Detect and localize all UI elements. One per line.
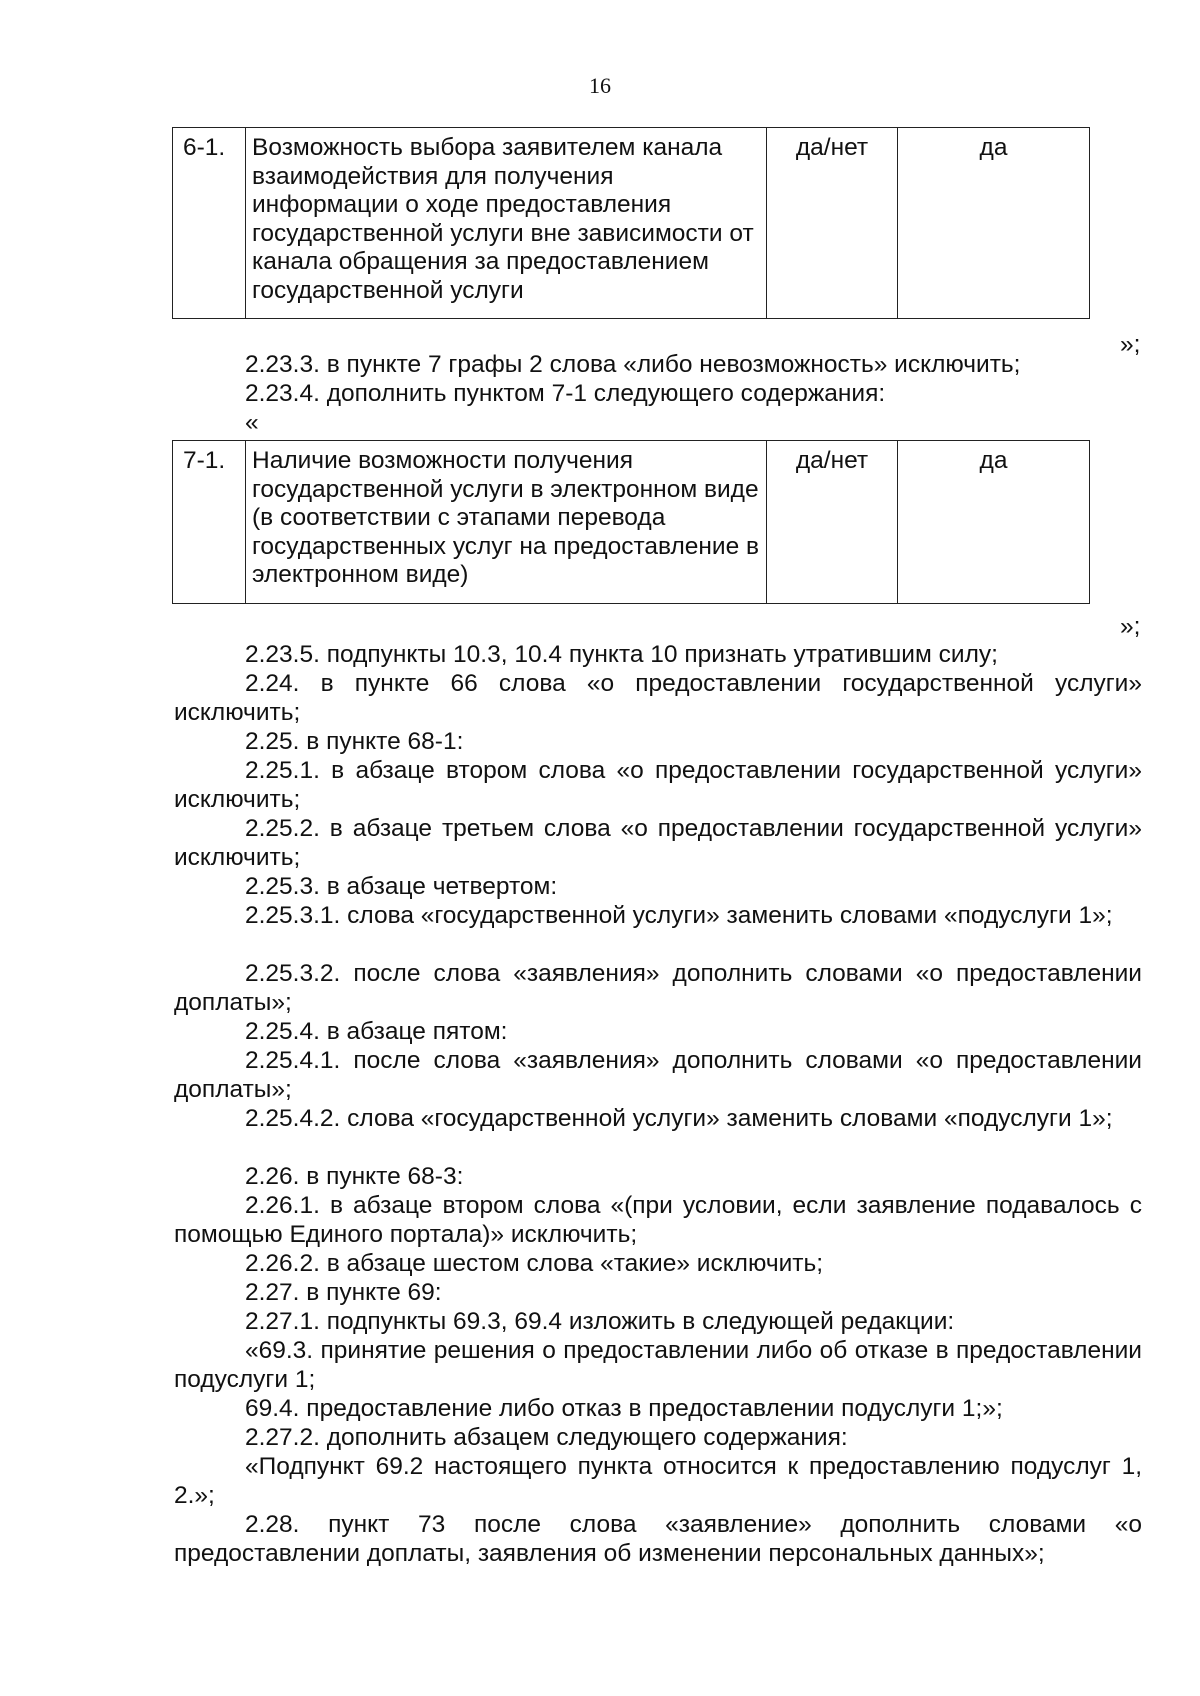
paragraph: 2.25.4.1. после слова «заявления» дополнить словами «о предоставлении доплаты»; [174, 1047, 1142, 1103]
page-number: 16 [589, 73, 611, 98]
paragraph: 2.28. пункт 73 после слова «заявление» дополнить словами «о предоставлении доплаты, заявления об изменении персональных данных»; [174, 1511, 1142, 1567]
table-row [173, 441, 1090, 604]
closing-quote: »; [1120, 331, 1141, 358]
item-value: да [898, 128, 1090, 319]
paragraph: 69.4. предоставление либо отказ в предоставлении подуслуги 1;»; [245, 1395, 1003, 1422]
paragraph: 2.25.4. в абзаце пятом: [245, 1018, 508, 1045]
table-row [173, 128, 1090, 319]
paragraph: 2.26.2. в абзаце шестом слова «такие» исключить; [245, 1250, 824, 1277]
paragraph: 2.27. в пункте 69: [245, 1279, 442, 1306]
item-description: Наличие возможности получения государственной услуги в электронном виде (в соответствии с этапами перевода государственных услуг на предоставление в электронном виде) [246, 441, 767, 604]
paragraph: 2.23.5. подпункты 10.3, 10.4 пункта 10 признать утратившим силу; [245, 641, 998, 668]
paragraph: 2.26. в пункте 68-3: [245, 1163, 464, 1190]
closing-quote: »; [1120, 613, 1141, 640]
paragraph: 2.25.3.1. слова «государственной услуги» заменить словами «подуслуги 1»; [245, 902, 1113, 929]
paragraph: 2.27.2. дополнить абзацем следующего содержания: [245, 1424, 848, 1451]
paragraph: «Подпункт 69.2 настоящего пункта относится к предоставлению подуслуг 1, 2.»; [174, 1453, 1142, 1509]
paragraph: 2.25.3.2. после слова «заявления» дополнить словами «о предоставлении доплаты»; [174, 960, 1142, 1016]
paragraph: 2.25.3. в абзаце четвертом: [245, 873, 558, 900]
paragraph: 2.25.2. в абзаце третьем слова «о предоставлении государственной услуги» исключить; [174, 815, 1142, 871]
paragraph: «69.3. принятие решения о предоставлении либо об отказе в предоставлении подуслуги 1; [174, 1337, 1142, 1393]
paragraph: 2.23.3. в пункте 7 графы 2 слова «либо невозможность» исключить; [245, 351, 1021, 378]
paragraph: 2.25. в пункте 68-1: [245, 728, 464, 755]
paragraph: 2.25.4.2. слова «государственной услуги» заменить словами «подуслуги 1»; [245, 1105, 1113, 1132]
item-value-type: да/нет [767, 128, 898, 319]
item-number: 6-1. [173, 128, 246, 319]
paragraph: 2.26.1. в абзаце втором слова «(при условии, если заявление подавалось с помощью Единого портала)» исключить; [174, 1192, 1142, 1248]
paragraph: 2.25.1. в абзаце втором слова «о предоставлении государственной услуги» исключить; [174, 757, 1142, 813]
item-number: 7-1. [173, 441, 246, 604]
item-value-type: да/нет [767, 441, 898, 604]
paragraph: 2.27.1. подпункты 69.3, 69.4 изложить в следующей редакции: [245, 1308, 955, 1335]
table-item-7-1 [172, 440, 1090, 604]
item-value: да [898, 441, 1090, 604]
table-item-6-1 [172, 127, 1090, 319]
paragraph: 2.24. в пункте 66 слова «о предоставлении государственной услуги» исключить; [174, 670, 1142, 726]
item-description: Возможность выбора заявителем канала взаимодействия для получения информации о ходе предоставления государственной услуги вне зависимости от канала обращения за предоставлением государственной услуги [246, 128, 767, 319]
paragraph: 2.23.4. дополнить пунктом 7-1 следующего содержания: [245, 380, 886, 407]
opening-quote: « [245, 409, 259, 436]
